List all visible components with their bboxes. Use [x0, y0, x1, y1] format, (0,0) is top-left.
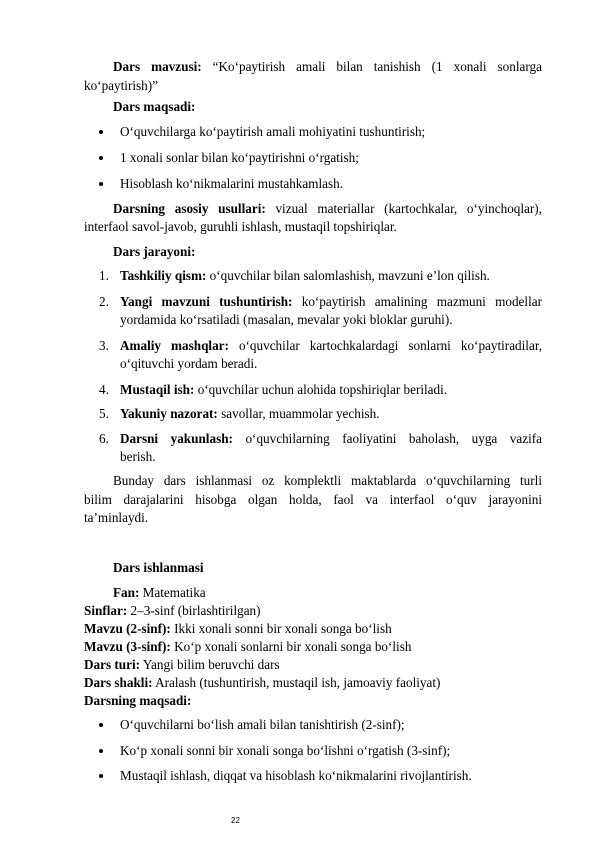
- step-label: Darsni yakunlash:: [120, 431, 233, 446]
- step-label: Amaliy mashqlar:: [120, 338, 229, 353]
- step-text: savollar, muammolar yechish.: [217, 406, 380, 421]
- step-text-cont: yordamida ko‘rsatiladi (masalan, mevalar yoki bloklar guruhi).: [120, 312, 453, 327]
- bullet-icon: [99, 156, 103, 160]
- step-number: 2.: [99, 294, 109, 309]
- methods-line-1: [84, 201, 542, 217]
- step-label: Yangi mavzuni tushuntirish:: [120, 294, 293, 309]
- summary-line-1: Bunday dars ishlanmasi oz komplektli maktablarda o‘quvchilarning turli: [113, 473, 542, 488]
- step-item: [120, 431, 542, 447]
- info-topic-2: [84, 621, 542, 637]
- goal-item: O‘quvchilarga ko‘paytirish amali mohiyatini tushuntirish;: [120, 124, 426, 139]
- goal2-item: Mustaqil ishlash, diqqat va hisoblash ko‘nikmalarini rivojlantirish.: [120, 768, 472, 783]
- info-value: Matematika: [139, 585, 206, 600]
- goal-item: 1 xonali sonlar bilan ko‘paytirishni o‘rgatish;: [120, 150, 359, 165]
- goal-item: Hisoblash ko‘nikmalarini mustahkamlash.: [120, 176, 344, 191]
- goal2-heading: Darsning maqsadi:: [84, 693, 192, 708]
- bullet-icon: [99, 774, 103, 778]
- info-subject: [113, 585, 571, 601]
- step-item: [120, 268, 542, 284]
- bullet-icon: [99, 130, 103, 134]
- info-label: Dars turi:: [84, 657, 141, 672]
- bullet-icon: [99, 182, 103, 186]
- step-number: 5.: [99, 406, 109, 421]
- step-text: o‘quvchilarning faoliyatini baholash, uyga vazifa: [232, 431, 542, 446]
- info-value: Ko‘p xonali sonlarni bir xonali songa bo‘lish: [170, 639, 412, 654]
- topic-line-2: ko‘paytirish)”: [84, 78, 158, 93]
- plan-heading: Dars ishlanmasi: [113, 560, 204, 575]
- step-text: ko‘paytirish amalining mazmuni modellar: [292, 294, 542, 309]
- step-label: Yakuniy nazorat:: [120, 406, 218, 421]
- info-label: Sinflar:: [84, 603, 128, 618]
- process-heading: Dars jarayoni:: [113, 244, 196, 259]
- step-number: 4.: [99, 382, 109, 397]
- step-text-cont: o‘qituvchi yordam beradi.: [120, 356, 258, 371]
- topic-label: Dars mavzusi:: [113, 59, 202, 74]
- step-item: [120, 382, 542, 398]
- info-value: 2–3-sinf (birlashtirilgan): [127, 603, 261, 618]
- step-text-cont: berish.: [120, 449, 156, 464]
- bullet-icon: [99, 723, 103, 727]
- info-type: [84, 657, 542, 673]
- methods-label: Darsning asosiy usullari:: [113, 201, 266, 216]
- goal2-item: Ko‘p xonali sonni bir xonali songa bo‘lishni o‘rgatish (3-sinf);: [120, 743, 451, 758]
- step-label: Mustaqil ish:: [120, 382, 195, 397]
- info-label: Fan:: [113, 585, 140, 600]
- step-text: o‘quvchilar uchun alohida topshiriqlar beriladi.: [194, 382, 448, 397]
- step-item: [120, 338, 542, 354]
- step-number: 6.: [99, 431, 109, 446]
- info-value: Ikki xonali sonni bir xonali songa bo‘lish: [170, 621, 392, 636]
- info-topic-3: [84, 639, 542, 655]
- info-label: Mavzu (3-sinf):: [84, 639, 171, 654]
- topic-text-1: “Ko‘paytirish amali bilan tanishish (1 xonali sonlarga: [201, 59, 542, 74]
- bullet-icon: [99, 749, 103, 753]
- goal2-item: O‘quvchilarni bo‘lish amali bilan tanishtirish (2-sinf);: [120, 717, 405, 732]
- summary-line-2: bilim darajalarini hisobga olgan holda, faol va interfaol o‘quv jarayonini: [84, 492, 542, 507]
- info-value: Aralash (tushuntirish, mustaqil ish, jamoaviy faoliyat): [152, 675, 441, 690]
- step-text: o‘quvchilar kartochkalardagi sonlarni ko‘paytiradilar,: [228, 338, 542, 353]
- step-item: [120, 294, 542, 310]
- step-item: [120, 406, 542, 422]
- methods-line-2: interfaol savol-javob, guruhli ishlash, mustaqil topshiriqlar.: [84, 219, 397, 234]
- info-grades: [84, 603, 542, 619]
- info-label: Dars shakli:: [84, 675, 153, 690]
- summary-line-3: ta’minlaydi.: [84, 510, 149, 525]
- step-number: 1.: [99, 268, 109, 283]
- info-value: Yangi bilim beruvchi dars: [140, 657, 280, 672]
- methods-text-1: vizual materiallar (kartochkalar, o‘yinchoqlar),: [265, 201, 542, 216]
- page-number: 22: [231, 816, 240, 825]
- step-label: Tashkiliy qism:: [120, 268, 207, 283]
- info-label: Mavzu (2-sinf):: [84, 621, 171, 636]
- step-text: o‘quvchilar bilan salomlashish, mavzuni e’lon qilish.: [206, 268, 490, 283]
- step-number: 3.: [99, 338, 109, 353]
- goal-heading: Dars maqsadi:: [113, 99, 196, 114]
- topic-line-1: [84, 59, 542, 75]
- info-form: [84, 675, 542, 691]
